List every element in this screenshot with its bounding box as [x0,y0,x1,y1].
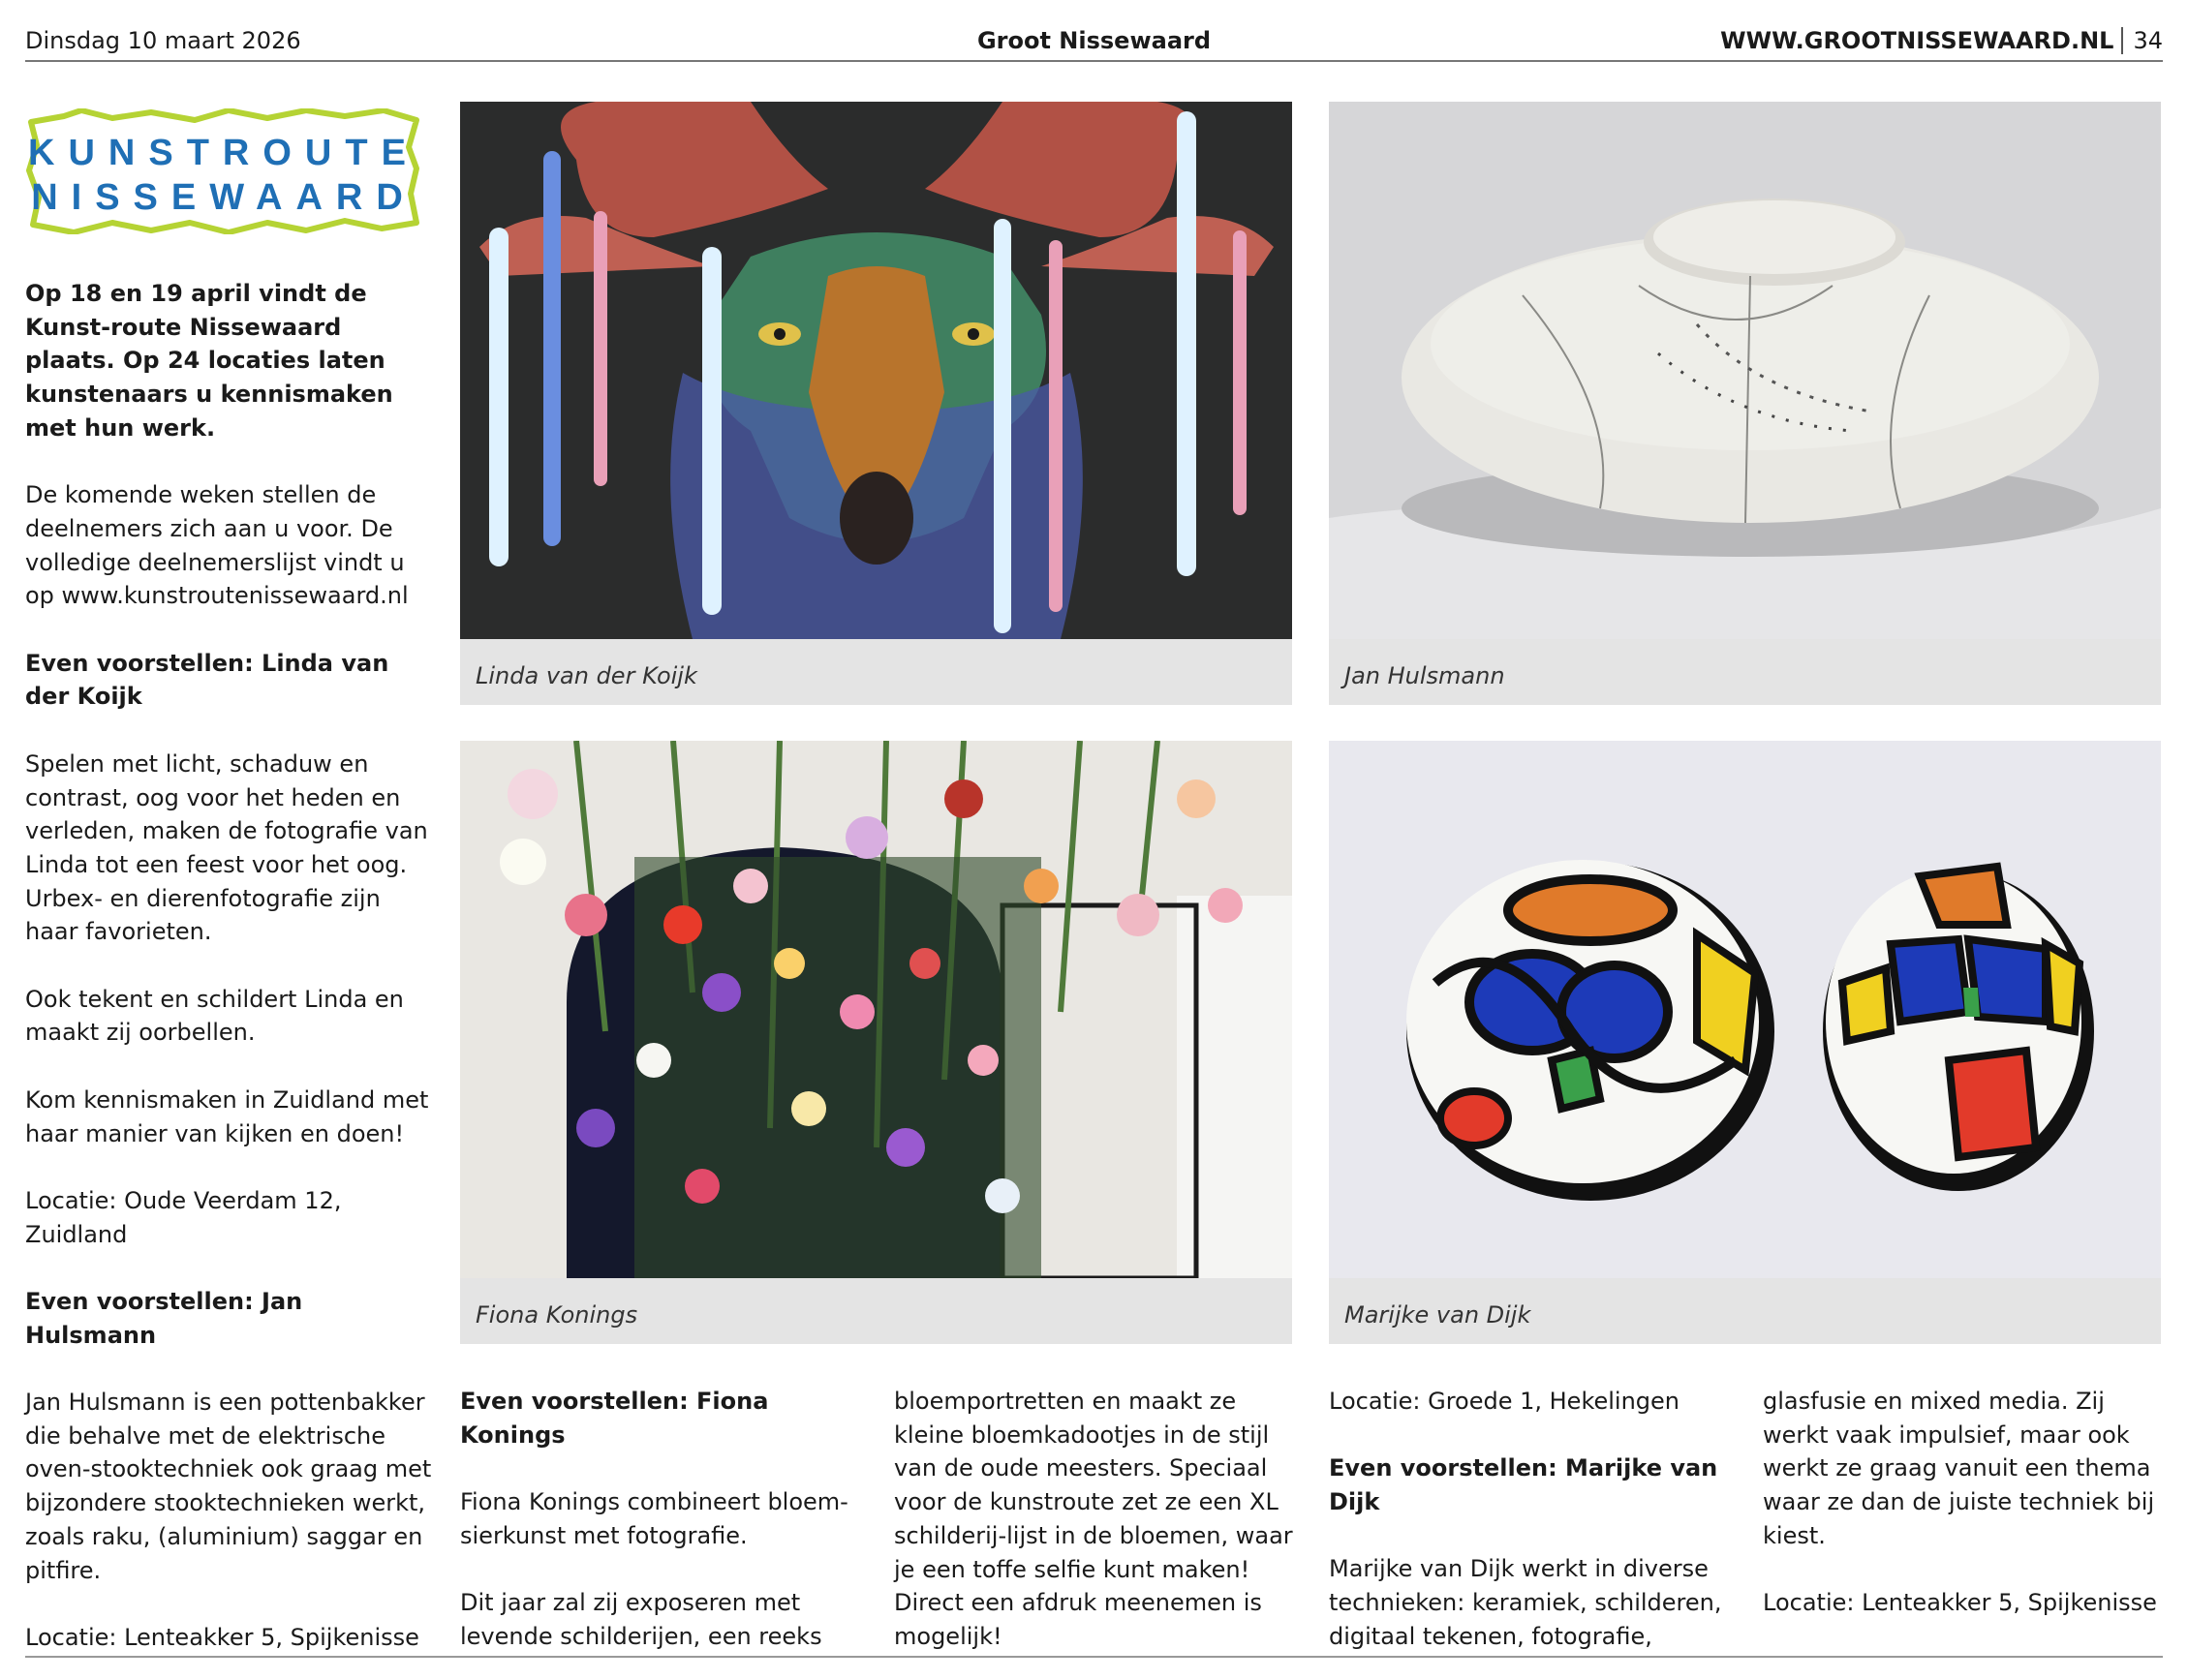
photo-block-marijke [1329,741,2161,1344]
marijke-location: Locatie: Lenteakker 5, Spijkenisse [1763,1589,2157,1617]
page-number: 34 [2121,27,2163,54]
flower-installation-image [460,741,1292,1278]
fiona-paragraph-3: bloemportretten en maakt ze kleine bloemkadootjes in de stijl van de oude meesters. Speciaal voor de kunstroute zet ze een XL schilderij-lijst in de bloemen, waar je een toffe selfie kunt maken! Direct een afdruk meenemen is mogelijk! [894,1388,1293,1650]
website-link[interactable]: WWW.GROOTNISSEWAARD.NL [1720,27,2114,54]
marijke-column-2 [1763,1385,2170,1620]
footer-rule [25,1656,2163,1658]
moose-painting-image [460,102,1292,639]
caption-linda: Linda van der Koijk [476,662,697,689]
website-block [1720,27,2163,54]
jan-heading: Even voorstellen: Jan Hulsmann [25,1287,303,1349]
publication-title: Groot Nissewaard [976,27,1212,54]
fiona-paragraph-1: Fiona Konings combineert bloem-sierkunst met fotografie. [460,1488,848,1549]
linda-paragraph-1: Spelen met licht, schaduw en contrast, oog voor het heden en verleden, maken de fotografie van Linda tot een feest voor het oog. Urbex- en dierenfotografie zijn haar favorieten. [25,749,428,946]
fiona-paragraph-2: Dit jaar zal zij exposeren met levende schilderijen, een reeks [460,1589,822,1650]
marijke-heading: Even voorstellen: Marijke van Dijk [1329,1454,1718,1516]
fiona-column-2 [894,1385,1306,1654]
linda-paragraph-3: Kom kennismaken in Zuidland met haar manier van kijken en doen! [25,1085,429,1147]
page-header [25,27,2163,62]
marijke-paragraph-2: glasfusie en mixed media. Zij werkt vaak impulsief, maar ook werkt ze graag vanuit een thema waar ze dan de juiste techniek bij kiest. [1763,1388,2155,1549]
intro-lead: Op 18 en 19 april vindt de Kunst-route Nissewaard plaats. Op 24 locaties laten kunstenaars u kennismaken met hun werk. [25,280,393,442]
fiona-heading: Even voorstellen: Fiona Konings [460,1388,769,1449]
caption-jan: Jan Hulsmann [1344,662,1505,689]
caption-marijke: Marijke van Dijk [1344,1301,1531,1329]
photo-block-linda [460,102,1292,705]
jan-location: Locatie: Lenteakker 5, Spijkenisse [25,1623,419,1651]
linda-heading: Even voorstellen: Linda van der Koijk [25,649,389,711]
left-column [25,277,432,1655]
fiona-location: Locatie: Groede 1, Hekelingen [1329,1388,1680,1415]
photo-block-jan [1329,102,2161,705]
marijke-paragraph-1: Marijke van Dijk werkt in diverse technieken: keramiek, schilderen, digitaal tekenen, fotografie, [1329,1555,1722,1650]
caption-fiona: Fiona Konings [476,1301,638,1329]
issue-date: Dinsdag 10 maart 2026 [25,27,301,54]
kunstroute-logo [25,108,422,234]
jan-paragraph-1: Jan Hulsmann is een pottenbakker die behalve met de elektrische oven-stooktechniek ook graag met bijzondere stooktechnieken werkt, zoals raku, (aluminium) saggar en pitfire. [25,1389,432,1584]
logo-line2: NISSEWAARD [31,177,416,218]
linda-paragraph-2: Ook tekent en schildert Linda en maakt zij oorbellen. [25,985,404,1047]
intro-body: De komende weken stellen de deelnemers zich aan u voor. De volledige deelnemerslijst vindt u op www.kunstroutenissewaard.nl [25,481,409,610]
marijke-column-1 [1329,1385,1736,1654]
photo-block-fiona [460,741,1292,1344]
raku-pot-image [1329,102,2161,639]
fiona-column-1 [460,1385,867,1654]
linda-location: Locatie: Oude Veerdam 12, Zuidland [25,1186,342,1248]
ceramic-discs-image [1329,741,2161,1278]
logo-line1: KUNSTROUTE [28,133,419,173]
